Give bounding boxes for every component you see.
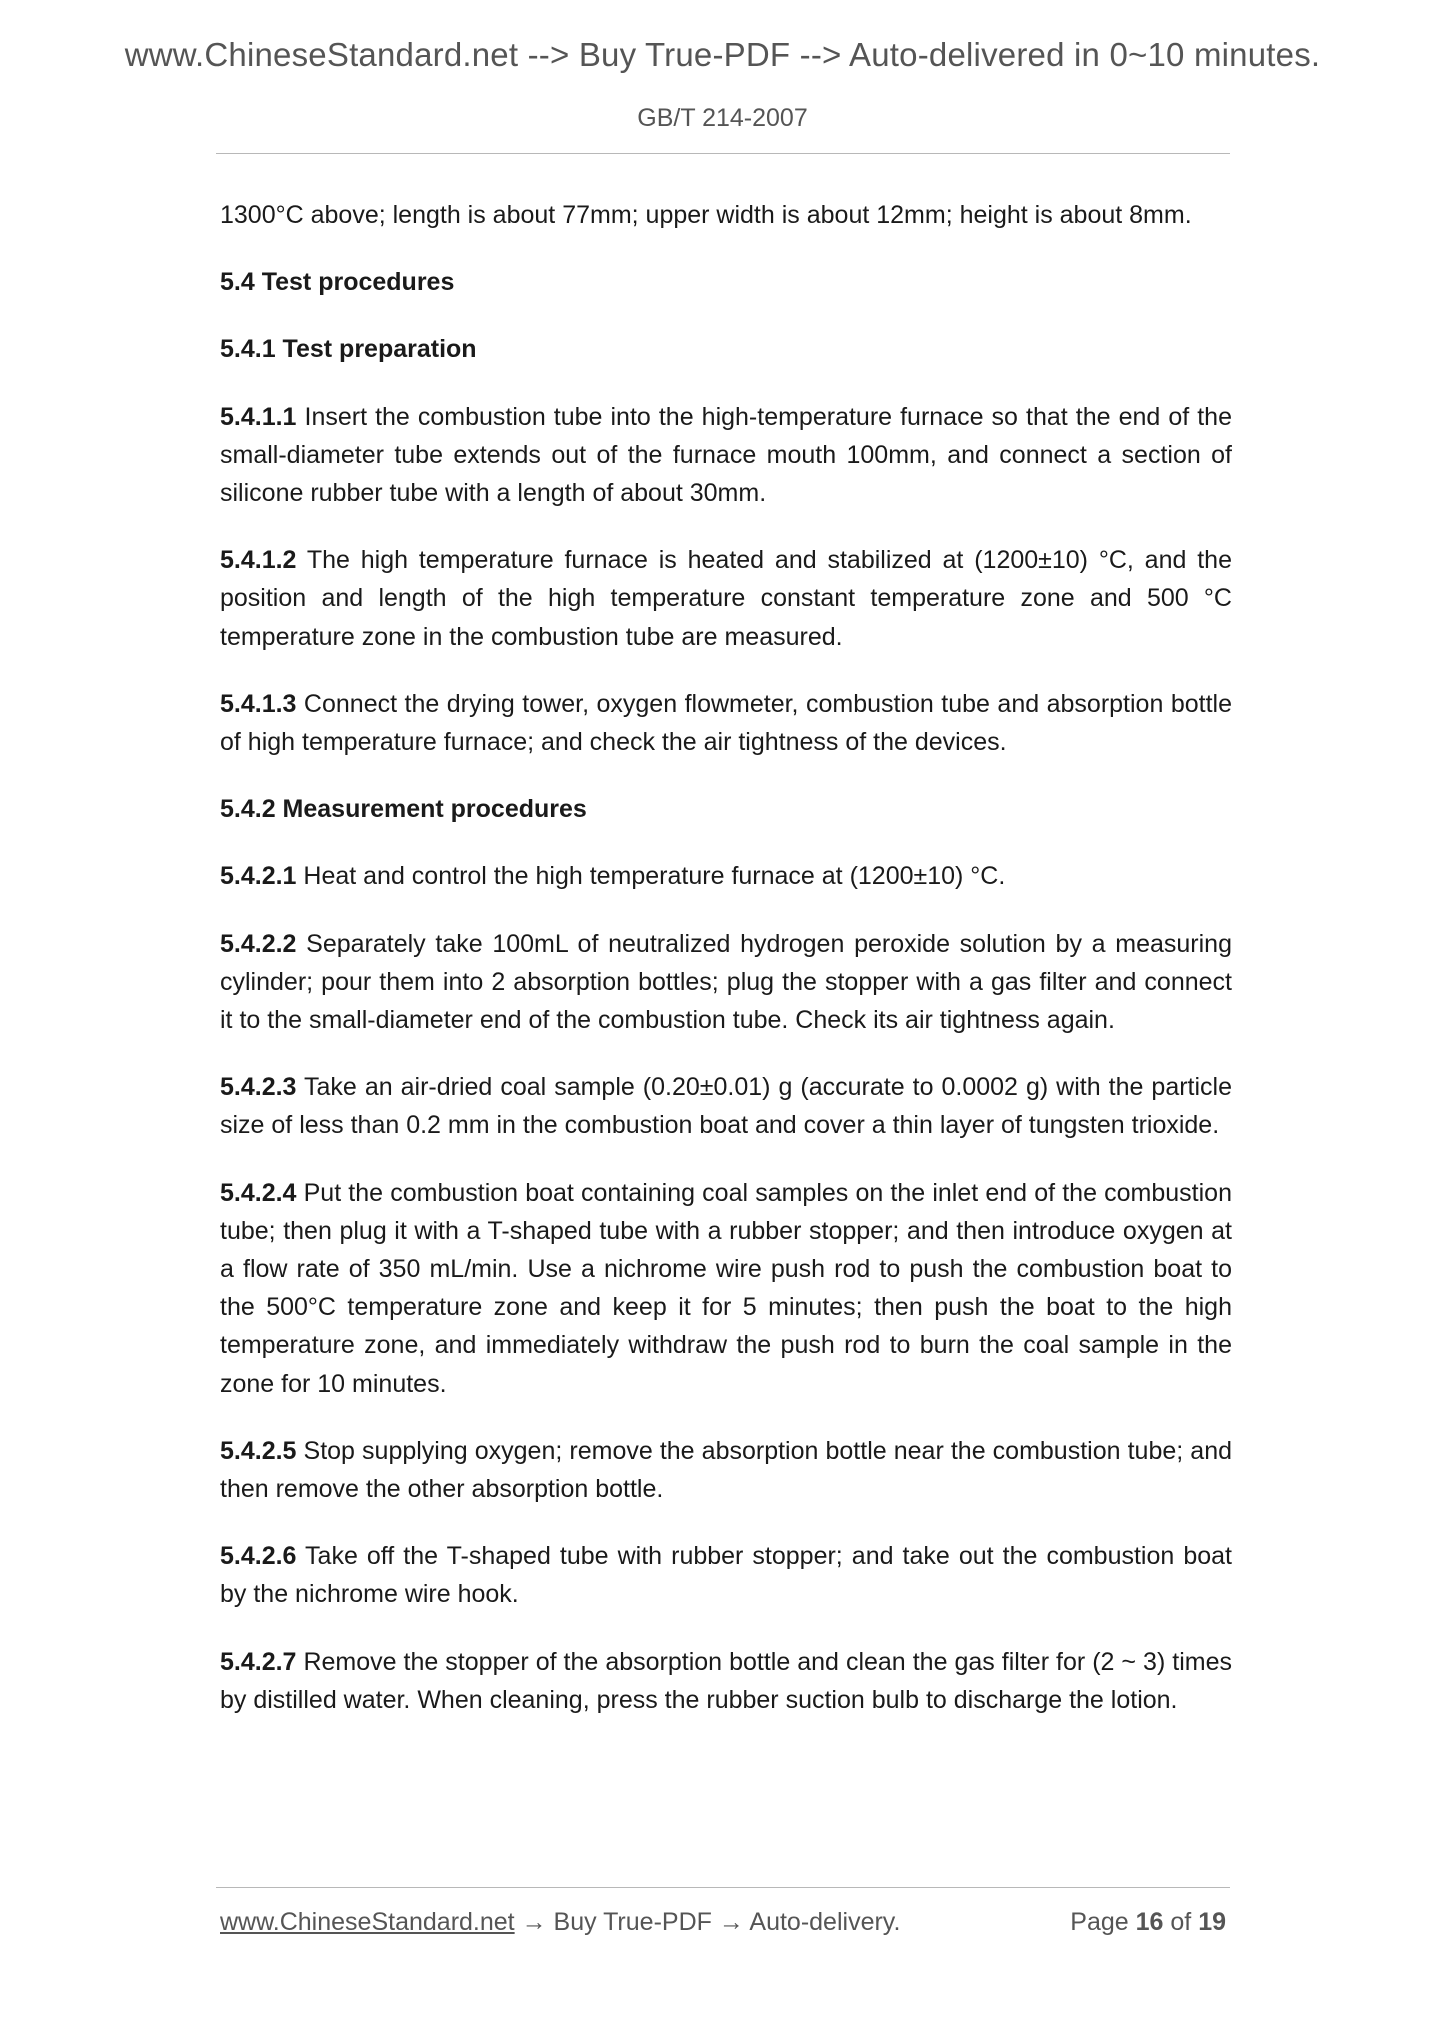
clause-5-4-2-5: [220, 1432, 1232, 1508]
clause-5-4-1-3: [220, 685, 1232, 761]
section-heading-5-4-2: 5.4.2 Measurement procedures: [220, 795, 587, 824]
standard-code: GB/T 214-2007: [637, 104, 808, 132]
clause-text: Stop supplying oxygen; remove the absorption bottle near the combustion tube; and then remove the other absorption bottle.: [220, 1436, 1232, 1504]
page-number: [1070, 1908, 1226, 1937]
clause-text: Insert the combustion tube into the high-temperature furnace so that the end of the small-diameter tube extends out of the furnace mouth 100mm, and connect a section of silicone rubber tube with a length of about 30mm.: [220, 402, 1232, 508]
page-current: 16: [1135, 1908, 1164, 1936]
site-banner: www.ChineseStandard.net --> Buy True-PDF --> Auto-delivered in 0~10 minutes.: [124, 36, 1321, 73]
page-total: 19: [1198, 1908, 1226, 1936]
clause-text: Connect the drying tower, oxygen flowmeter, combustion tube and absorption bottle of high temperature furnace; and check the air tightness of the devices.: [220, 689, 1232, 757]
clause-number: 5.4.2.5: [220, 1436, 297, 1465]
footer-left: [220, 1908, 900, 1937]
clause-5-4-2-7: [220, 1643, 1232, 1719]
clause-5-4-2-4: [220, 1174, 1232, 1403]
clause-text: Heat and control the high temperature furnace at (1200±10) °C.: [296, 862, 1006, 891]
page-footer: [220, 1908, 1226, 1942]
clause-5-4-2-6: [220, 1537, 1232, 1613]
clause-text: Remove the stopper of the absorption bottle and clean the gas filter for (2 ~ 3) times by distilled water. When cleaning, press the rubber suction bulb to discharge the lotion.: [220, 1647, 1232, 1714]
document-body: [220, 196, 1232, 1748]
clause-number: 5.4.2.3: [220, 1073, 297, 1102]
clause-5-4-1-1: [220, 398, 1232, 513]
clause-number: 5.4.2.1: [220, 862, 297, 891]
clause-5-4-2-1: [220, 857, 1232, 895]
footer-site-link[interactable]: www.ChineseStandard.net: [220, 1908, 515, 1936]
clause-5-4-1-2: [220, 541, 1232, 656]
clause-number: 5.4.1.3: [220, 689, 297, 718]
clause-5-4-2-3: [220, 1068, 1232, 1144]
clause-text: The high temperature furnace is heated and stabilized at (1200±10) °C, and the position and length of the high temperature constant temperature zone and 500 °C temperature zone in the combustion tube are measured.: [220, 546, 1232, 651]
clause-number: 5.4.1.2: [220, 546, 297, 575]
clause-number: 5.4.2.2: [220, 929, 297, 958]
section-heading-5-4-1: 5.4.1 Test preparation: [220, 335, 477, 364]
section-heading-5-4: 5.4 Test procedures: [220, 268, 455, 297]
clause-number: 5.4.2.4: [220, 1178, 297, 1207]
clause-text: Take off the T-shaped tube with rubber stopper; and take out the combustion boat by the nichrome wire hook.: [220, 1542, 1232, 1609]
header-divider: [216, 153, 1230, 154]
page-of: of: [1163, 1908, 1199, 1936]
clause-5-4-2-2: [220, 925, 1232, 1040]
footer-divider: [216, 1887, 1230, 1888]
paragraph-continuation: 1300°C above; length is about 77mm; upper width is about 12mm; height is about 8mm.: [220, 201, 1192, 229]
page-label: Page: [1070, 1908, 1136, 1936]
clause-number: 5.4.2.6: [220, 1542, 297, 1571]
clause-text: Separately take 100mL of neutralized hydrogen peroxide solution by a measuring cylinder; pour them into 2 absorption bottles; plug the stopper with a gas filter and connect it to the small-diameter end of the combustion tube. Check its air tightness again.: [220, 929, 1232, 1035]
clause-text: Take an air-dried coal sample (0.20±0.01) g (accurate to 0.0002 g) with the particle size of less than 0.2 mm in the combustion boat and cover a thin layer of tungsten trioxide.: [220, 1073, 1232, 1140]
clause-number: 5.4.1.1: [220, 402, 297, 431]
clause-number: 5.4.2.7: [220, 1647, 297, 1676]
clause-text: Put the combustion boat containing coal samples on the inlet end of the combustion tube; then plug it with a T-shaped tube with a rubber stopper; and then introduce oxygen at a flow rate of 350 mL/min. Use a nichrome wire push rod to push the combustion boat to the 500°C temperature zone and keep it for 5 minutes; then push the boat to the high temperature zone, and immediately withdraw the push rod to burn the coal sample in the zone for 10 minutes.: [220, 1178, 1232, 1398]
footer-tagline: → Buy True-PDF → Auto-delivery.: [514, 1908, 901, 1936]
